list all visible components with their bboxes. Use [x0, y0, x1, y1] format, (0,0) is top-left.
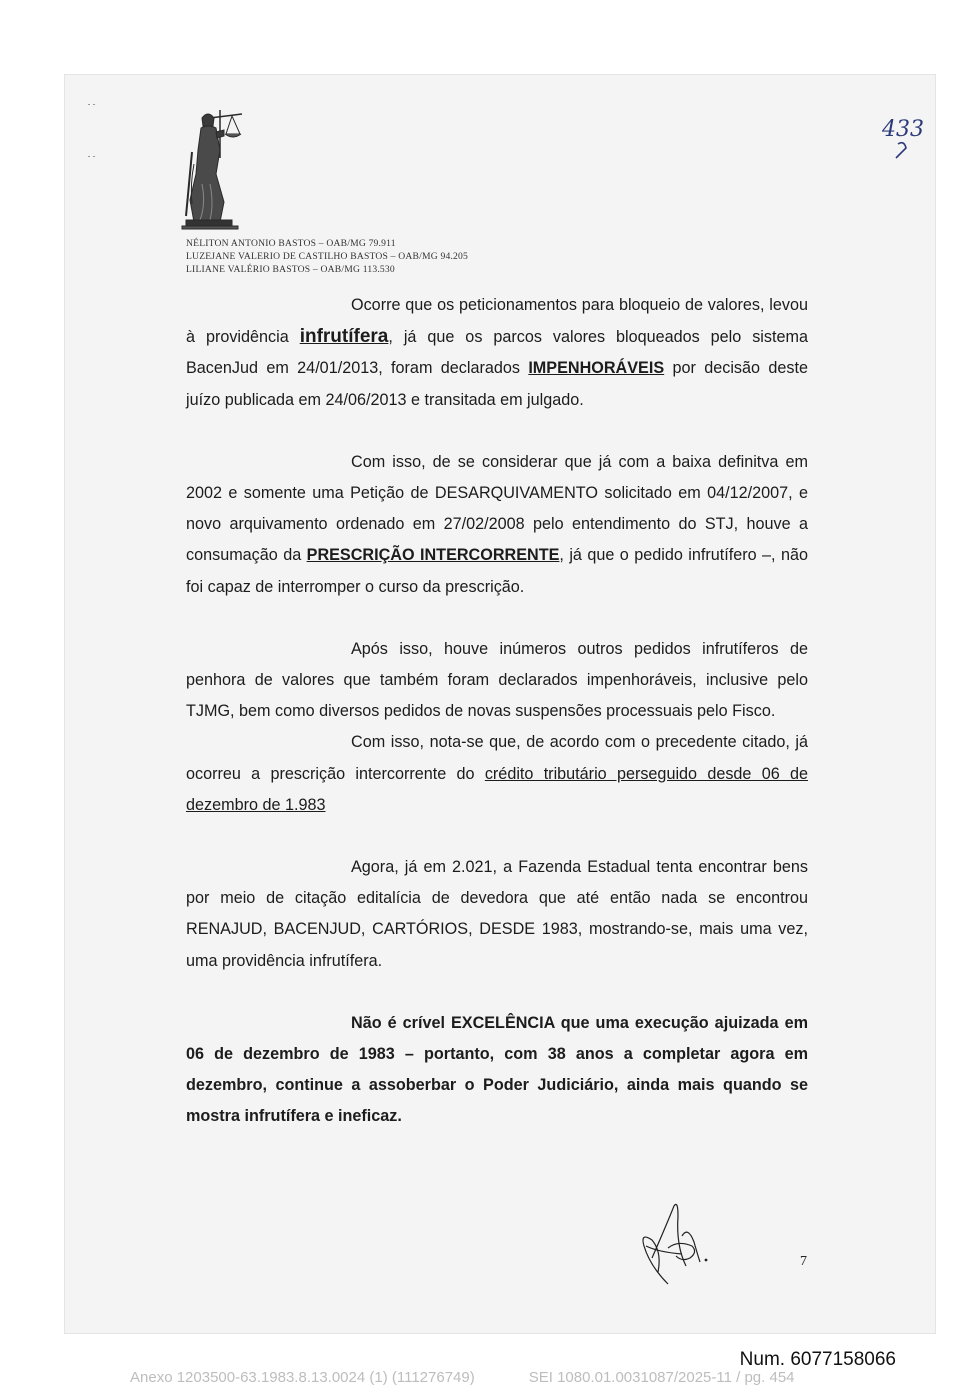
text-run: Ocorre que os peticionamentos para bloqueio de valores, levou à providência — [186, 296, 808, 347]
text-run: , já que o pedido infrutífero –, não foi capaz de interromper o curso da prescrição. — [186, 546, 808, 596]
lady-justice-logo — [180, 104, 250, 230]
paragraph-2 — [186, 447, 808, 603]
paragraph-4 — [186, 727, 808, 821]
letterhead-line: LUZEJANE VALERIO DE CASTILHO BASTOS – OAB/MG 94.205 — [186, 251, 469, 262]
svg-text:433: 433 — [882, 117, 924, 142]
letterhead — [186, 237, 468, 276]
text-run: por decisão deste juízo publicada em 24/06/2013 e transitada em julgado. — [186, 359, 808, 409]
text-run: , já que os parcos valores bloqueados pelo sistema BacenJud em 24/01/2013, foram declarados — [186, 328, 808, 378]
scan-speck — [88, 104, 90, 105]
emphasis-impenhoraveis: IMPENHORÁVEIS — [528, 359, 665, 378]
paragraph-1 — [186, 290, 808, 416]
document-body — [186, 290, 808, 1133]
letterhead-line: NÉLITON ANTONIO BASTOS – OAB/MG 79.911 — [186, 238, 396, 249]
paragraph-6: Não é crível EXCELÊNCIA que uma execução ajuizada em 06 de dezembro de 1983 – portanto, com 38 anos a completar agora em dezembro, continue a assoberbar o Poder Judiciário, ainda mais quando se mostra infrutífera e ineficaz. — [186, 1013, 808, 1126]
signature — [628, 1196, 718, 1294]
document-number: Num. 6077158066 — [739, 1349, 896, 1370]
handwritten-folio-mark — [880, 106, 930, 166]
scan-speck — [93, 156, 95, 157]
footer-reference — [130, 1369, 795, 1386]
text-run: Com isso, de se considerar que já com a baixa definitva em 2002 e somente uma Petição de DESARQUIVAMENTO solicitado em 04/12/2007, e novo arquivamento ordenado em 27/02/2008 pelo entendimento do STJ, houve a consumação da — [186, 452, 808, 565]
emphasis-infrutifera: infrutífera — [299, 326, 389, 348]
annex-reference: Anexo 1203500-63.1983.8.13.0024 (1) (111276749) — [130, 1369, 475, 1386]
paragraph-5: Agora, já em 2.021, a Fazenda Estadual tenta encontrar bens por meio de citação editalícia de devedora que até então nada se encontrou RENAJUD, BACENJUD, CARTÓRIOS, DESDE 1983, mostrando-se, mais uma vez, uma providência infrutífera. — [186, 858, 808, 970]
page-number: 7 — [800, 1254, 807, 1269]
emphasis-credito: crédito tributário perseguido desde 06 de dezembro de 1.983 — [186, 764, 808, 814]
letterhead-line: LILIANE VALÉRIO BASTOS – OAB/MG 113.530 — [186, 264, 395, 275]
sei-reference: SEI 1080.01.0031087/2025-11 / pg. 454 — [528, 1369, 795, 1386]
text-run: Com isso, nota-se que, de acordo com o precedente citado, já ocorreu a prescrição intercorrente do — [186, 733, 808, 783]
scan-speck — [88, 156, 90, 157]
emphasis-prescricao: PRESCRIÇÃO INTERCORRENTE — [306, 546, 560, 565]
paragraph-3: Após isso, houve inúmeros outros pedidos infrutíferos de penhora de valores que também foram declarados impenhoráveis, inclusive pelo TJMG, bem como diversos pedidos de novas suspensões processuais pelo Fisco. — [186, 639, 808, 721]
scan-speck — [93, 104, 95, 105]
